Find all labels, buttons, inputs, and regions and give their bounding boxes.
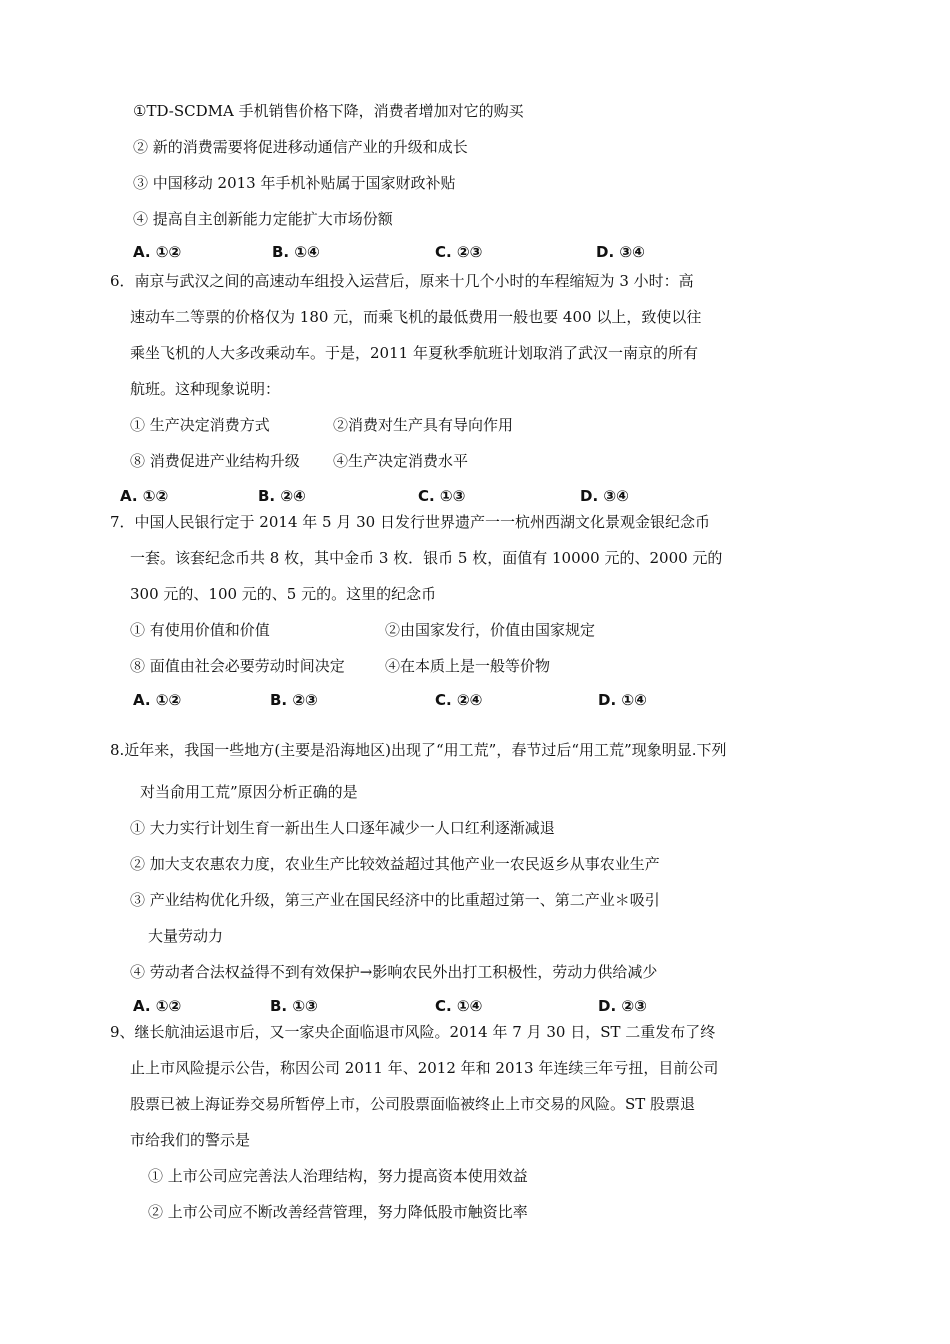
q6-stem-line-4: 航班。这种现象说明： bbox=[130, 380, 281, 398]
q9-statement-2: ② 上市公司应不断改善经营管理，努力降低股市触资比率 bbox=[148, 1203, 528, 1221]
q6-statement-3: ⑧ 消费促进产业结构升级 bbox=[130, 452, 300, 470]
q9-stem-line-4: 市给我们的警示是 bbox=[130, 1131, 251, 1149]
q5-statement-2: ② 新的消费需要将促进移动通信产业的升级和成长 bbox=[133, 138, 468, 156]
q5-option-d: D. ③④ bbox=[596, 243, 645, 261]
q8-option-c: C. ①④ bbox=[435, 997, 483, 1015]
q5-statement-4: ④ 提高自主创新能力定能扩大市场份额 bbox=[133, 210, 393, 228]
q8-option-a: A. ①② bbox=[133, 997, 182, 1015]
q5-option-a: A. ①② bbox=[133, 243, 182, 261]
q6-statement-2: ②消费对生产具有导向作用 bbox=[333, 416, 514, 434]
q6-statement-4: ④生产决定消费水平 bbox=[333, 452, 469, 470]
q9-stem-line-1: 9、继长航油运退市后，又一家央企面临退市风险。2014 年 7 月 30 日，ST 二重发布了终 bbox=[110, 1023, 716, 1041]
q7-stem-line-3: 300 元的、100 元的、5 元的。这里的纪念币 bbox=[130, 585, 437, 603]
q7-statement-2: ②由国家发行，价值由国家规定 bbox=[385, 621, 596, 639]
q7-option-d: D. ①④ bbox=[598, 691, 647, 709]
q7-option-c: C. ②④ bbox=[435, 691, 483, 709]
q9-stem-line-2: 止上市风险提示公告，称因公司 2011 年、2012 年和 2013 年连续三年亏扭，目前公司 bbox=[130, 1059, 719, 1077]
q9-stem-line-3: 股票已被上海证券交易所暂停上市，公司股票面临被终止上市交易的风险。ST 股票退 bbox=[130, 1095, 696, 1113]
q6-option-d: D. ③④ bbox=[580, 487, 629, 505]
q7-statement-3: ⑧ 面值由社会必要劳动时间决定 bbox=[130, 657, 345, 675]
q8-option-b: B. ①③ bbox=[270, 997, 318, 1015]
q7-stem-line-1: 7．中国人民银行定于 2014 年 5 月 30 日发行世界遗产一一杭州西湖文化景观金银纪念币 bbox=[110, 513, 710, 531]
q9-statement-1: ① 上市公司应完善法人治理结构，努力提高资本使用效益 bbox=[148, 1167, 528, 1185]
q7-option-b: B. ②③ bbox=[270, 691, 318, 709]
q6-stem-line-3: 乘坐飞机的人大多改乘动车。于是，2011 年夏秋季航班计划取消了武汉一南京的所有 bbox=[130, 344, 698, 362]
q5-option-c: C. ②③ bbox=[435, 243, 483, 261]
q6-stem-line-2: 速动车二等票的价格仅为 180 元，而乘飞机的最低费用一般也要 400 以上，致使以往 bbox=[130, 308, 702, 326]
q8-statement-4: ④ 劳动者合法权益得不到有效保护→影响农民外出打工积极性，劳动力供给减少 bbox=[130, 963, 658, 981]
q7-stem-line-2: 一套。该套纪念币共 8 枚，其中金币 3 枚．银币 5 枚，面值有 10000 元的、2000 元的 bbox=[130, 549, 723, 567]
q7-option-a: A. ①② bbox=[133, 691, 182, 709]
q5-statement-1: ①TD-SCDMA 手机销售价格下降，消费者增加对它的购买 bbox=[133, 102, 524, 120]
q6-option-a: A. ①② bbox=[120, 487, 169, 505]
q8-statement-1: ① 大力实行计划生育一新出生人口逐年减少一人口红利逐渐减退 bbox=[130, 819, 555, 837]
q8-statement-3: ③ 产业结构优化升级，第三产业在国民经济中的比重超过第一、第二产业＊吸引 bbox=[130, 891, 660, 909]
q8-stem-line-2: 对当俞用工荒”原因分析正确的是 bbox=[140, 783, 358, 801]
q5-statement-3: ③ 中国移动 2013 年手机补贴属于国家财政补贴 bbox=[133, 174, 456, 192]
q8-statement-2: ② 加大支农惠农力度，农业生产比较效益超过其他产业一农民返乡从事农业生产 bbox=[130, 855, 660, 873]
q5-option-b: B. ①④ bbox=[272, 243, 320, 261]
q8-option-d: D. ②③ bbox=[598, 997, 647, 1015]
q6-option-b: B. ②④ bbox=[258, 487, 306, 505]
q6-statement-1: ① 生产决定消费方式 bbox=[130, 416, 270, 434]
q8-stem-line-1: 8.近年来，我国一些地方(主要是沿海地区)出现了“用工荒”，春节过后“用工荒”现象明显.下列 bbox=[110, 741, 727, 759]
q7-statement-1: ① 有使用价值和价值 bbox=[130, 621, 270, 639]
q8-statement-3-continued: 大量劳动力 bbox=[148, 927, 224, 945]
q6-option-c: C. ①③ bbox=[418, 487, 466, 505]
q6-stem-line-1: 6．南京与武汉之间的高速动车组投入运营后，原来十几个小时的车程缩短为 3 小时：高 bbox=[110, 272, 694, 290]
q7-statement-4: ④在本质上是一般等价物 bbox=[385, 657, 551, 675]
